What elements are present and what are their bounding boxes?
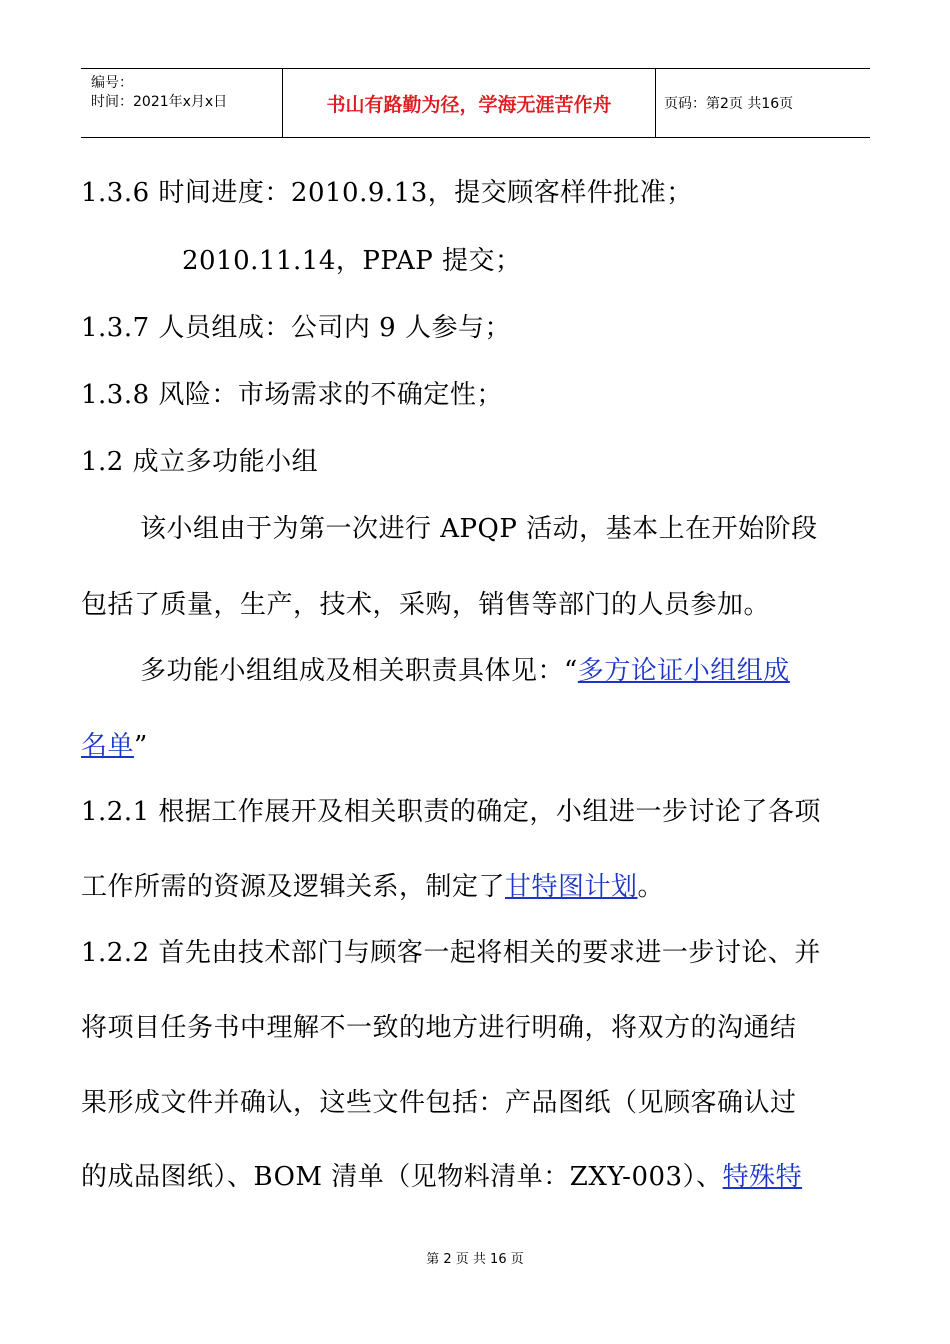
header-motto-cell xyxy=(283,69,656,137)
text-line: 果形成文件并确认，这些文件包括：产品图纸（见顾客确认过 xyxy=(81,1088,797,1118)
header-number-label: 编号： xyxy=(91,75,133,91)
text-line: 1.2.1 根据工作展开及相关职责的确定，小组进一步讨论了各项 xyxy=(81,797,821,827)
page-footer: 第 2 页 共 16 页 xyxy=(426,1252,524,1267)
text-fragment: 。 xyxy=(637,872,665,902)
text-line xyxy=(81,731,148,761)
text-line: 1.3.7 人员组成：公司内 9 人参与； xyxy=(81,313,511,343)
text-fragment: 工作所需的资源及逻辑关系，制定了 xyxy=(81,872,506,902)
header-motto: 书山有路勤为径，学海无涯苦作舟 xyxy=(326,93,612,116)
text-fragment: 的成品图纸）、BOM 清单（见物料清单：ZXY-003）、 xyxy=(81,1162,723,1192)
section-heading: 1.2 成立多功能小组 xyxy=(81,447,319,477)
text-line: 1.3.6 时间进度：2010.9.13，提交顾客样件批准； xyxy=(81,178,693,208)
team-roster-link[interactable]: 多方论证小组组成 xyxy=(577,656,790,686)
text-line: 包括了质量，生产，技术，采购，销售等部门的人员参加。 xyxy=(81,590,771,620)
text-line: 1.3.8 风险：市场需求的不确定性； xyxy=(81,380,503,410)
team-roster-link-cont[interactable]: 名单 xyxy=(81,731,135,761)
text-line: 2010.11.14，PPAP 提交； xyxy=(182,246,522,276)
page-header xyxy=(81,68,870,138)
text-line: 1.2.2 首先由技术部门与顾客一起将相关的要求进一步讨论、并 xyxy=(81,938,821,968)
text-line: 将项目任务书中理解不一致的地方进行明确，将双方的沟通结 xyxy=(81,1013,797,1043)
text-fragment: 多功能小组组成及相关职责具体见：“ xyxy=(140,656,578,686)
header-time-label: 时间：2021年x月x日 xyxy=(91,94,228,110)
gantt-plan-link[interactable]: 甘特图计划 xyxy=(505,872,638,902)
header-meta xyxy=(81,69,283,137)
text-line: 该小组由于为第一次进行 APQP 活动，基本上在开始阶段 xyxy=(140,514,818,544)
text-fragment: ” xyxy=(134,731,148,761)
text-line xyxy=(81,872,664,902)
header-page-info: 页码：第2页 共16页 xyxy=(664,96,794,112)
special-characteristics-link[interactable]: 特殊特 xyxy=(722,1162,803,1192)
text-line xyxy=(81,1162,802,1192)
text-line xyxy=(140,656,790,686)
